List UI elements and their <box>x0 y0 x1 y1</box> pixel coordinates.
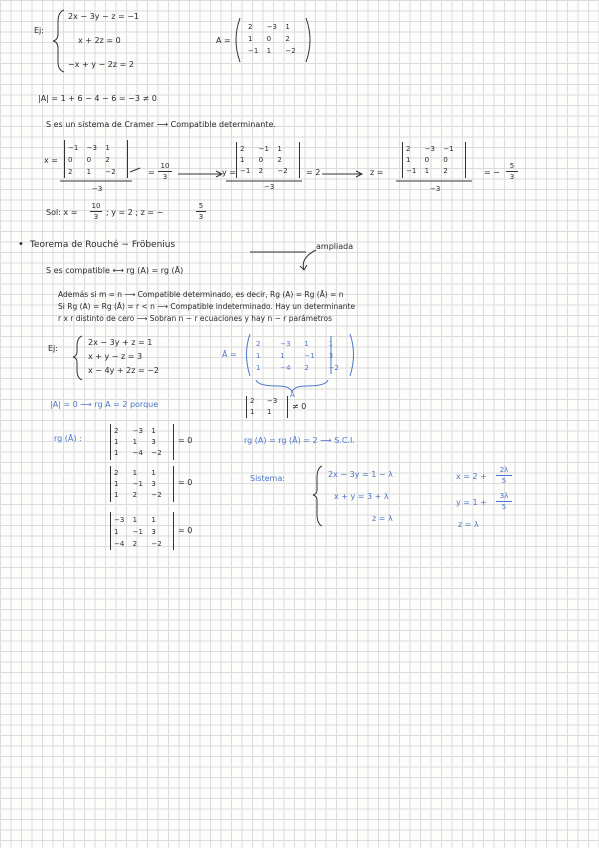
cell: 2 <box>406 145 411 153</box>
cell: 1 <box>248 35 253 43</box>
system-label: Sistema: <box>250 474 285 483</box>
cell: 1 <box>424 167 430 175</box>
cell: −4 <box>280 364 291 372</box>
cell: 2 <box>114 427 119 435</box>
cell: 1 <box>256 364 261 372</box>
cell: −2 <box>151 540 162 548</box>
theorem-line-2: Si Rg (A) = Rg (Ā) = r < n ⟶ Compatible indeterminado. Hay un determinante <box>58 302 356 311</box>
matrix-a-label: A = <box>216 36 231 45</box>
cell: −3 <box>266 23 277 31</box>
rank-conclusion: rg (A) = rg (Ā) = 2 ⟶ S.C.I. <box>244 436 355 445</box>
param-y: y = 1 + <box>456 498 487 507</box>
px-num: 2λ <box>499 466 509 474</box>
px-den: 5 <box>501 477 507 485</box>
cell: 2 <box>285 35 290 43</box>
y-result: = 2 <box>306 168 321 177</box>
system-equation-1: 2x − 3y = 1 − λ <box>328 470 393 479</box>
cell: −3 <box>424 145 435 153</box>
cell: −3 <box>280 340 291 348</box>
cell: −2 <box>328 364 339 372</box>
minor-result: ≠ 0 <box>292 402 307 411</box>
cell: 2 <box>256 340 261 348</box>
cell: 2 <box>132 491 138 499</box>
z-det-cells <box>406 144 462 177</box>
cell: −1 <box>443 145 454 153</box>
z-label: z = <box>370 168 384 177</box>
solution-rest: ; y = 2 ; z = − <box>106 208 164 217</box>
cell: 1 <box>267 408 272 416</box>
cell: 1 <box>114 449 119 457</box>
cell: 1 <box>256 352 261 360</box>
cell: 1 <box>240 156 245 164</box>
cell: 2 <box>68 168 73 176</box>
x-den: 3 <box>162 173 168 181</box>
x-equals: = <box>148 168 155 177</box>
example-2-label: Ej: <box>48 344 58 353</box>
cell: 0 <box>424 156 430 164</box>
cell: 2 <box>304 364 309 372</box>
augmented-matrix <box>256 338 348 374</box>
ex2-equation-1: 2x − 3y + z = 1 <box>88 338 153 347</box>
theorem-title: Teorema de Rouché − Fröbenius <box>30 240 176 250</box>
y-label: y = <box>222 168 236 177</box>
py-num: 3λ <box>499 492 509 500</box>
z-denominator: −3 <box>430 185 441 193</box>
cell: 1 <box>151 427 156 435</box>
rank-det-line: |A| = 0 ⟶ rg A = 2 porque <box>50 400 159 409</box>
cell: 1 <box>114 528 119 536</box>
theorem-line-3: r x r distinto de cero ⟶ Sobran n − r ecuaciones y hay n − r parámetros <box>58 314 333 323</box>
cell: −3 <box>86 144 97 152</box>
cell: −4 <box>114 540 125 548</box>
rank-det-1-cells <box>114 426 170 459</box>
cell: −1 <box>406 167 417 175</box>
cell: 3 <box>151 528 156 536</box>
equation-3: −x + y − 2z = 2 <box>68 60 134 69</box>
param-x: x = 2 + <box>456 472 487 481</box>
sol-x-num: 10 <box>91 202 101 210</box>
cell: −3 <box>267 397 278 405</box>
y-det-cells <box>240 144 296 177</box>
solution-prefix: Sol: x = <box>46 208 78 217</box>
cell: 2 <box>443 167 448 175</box>
cell: 1 <box>328 340 334 348</box>
cell: 1 <box>250 408 255 416</box>
x-det-cells <box>68 142 124 178</box>
cell: 3 <box>151 480 156 488</box>
cell: 2 <box>277 156 282 164</box>
cell: 1 <box>132 469 138 477</box>
cell: 1 <box>280 352 285 360</box>
rank-aug-label: rg (Ā) : <box>54 434 82 443</box>
cell: 2 <box>240 145 245 153</box>
ex2-equation-3: x − 4y + 2z = −2 <box>88 366 160 375</box>
cell: 2 <box>114 469 119 477</box>
param-y-frac <box>496 492 512 511</box>
cell: 1 <box>285 23 290 31</box>
x-num: 10 <box>160 162 170 170</box>
py-den: 5 <box>501 503 507 511</box>
cell: 1 <box>86 168 92 176</box>
equation-2: x + 2z = 0 <box>78 36 121 45</box>
cell: −2 <box>277 167 288 175</box>
theorem-statement: S es compatible ⟷ rg (A) = rg (Ā) <box>46 266 184 275</box>
cell: 1 <box>151 469 156 477</box>
minor-cells <box>250 396 284 418</box>
z-den: 3 <box>509 173 515 181</box>
cell: 1 <box>114 438 119 446</box>
cell: 3 <box>328 352 334 360</box>
cell: 1 <box>132 516 138 524</box>
cell: −1 <box>240 167 251 175</box>
cell: −1 <box>68 144 79 152</box>
sol-x-den: 3 <box>93 213 99 221</box>
cell: 1 <box>132 438 138 446</box>
theorem-line-1: Además si m = n ⟶ Compatible determinado, es decir, Rg (A) = Rg (Ā) = n <box>58 290 344 299</box>
sol-z-num: 5 <box>198 202 204 210</box>
z-value <box>506 162 518 181</box>
param-x-frac <box>496 466 512 485</box>
cell: 0 <box>266 35 272 43</box>
ampliada-note: ampliada <box>316 242 354 251</box>
y-denominator: −3 <box>264 183 275 191</box>
cell: 0 <box>68 156 73 164</box>
rank-det-1-result: = 0 <box>178 436 193 445</box>
cell: 0 <box>86 156 92 164</box>
cell: −1 <box>258 145 269 153</box>
sol-z-den: 3 <box>198 213 204 221</box>
cell: 1 <box>105 144 110 152</box>
cell: −2 <box>285 47 296 55</box>
augmented-matrix-label: Ā = <box>222 350 237 359</box>
cell: 1 <box>277 145 282 153</box>
cell: 0 <box>258 156 264 164</box>
x-denominator: −3 <box>92 185 103 193</box>
cell: −1 <box>248 47 259 55</box>
equation-1: 2x − 3y − z = −1 <box>68 12 140 21</box>
cell: 1 <box>406 156 411 164</box>
cell: −4 <box>132 449 143 457</box>
cell: 2 <box>105 156 110 164</box>
cell: 2 <box>248 23 253 31</box>
brace-label: A <box>290 391 295 399</box>
cell: 3 <box>151 438 156 446</box>
ex2-equation-2: x + y − z = 3 <box>88 352 143 361</box>
solution-z <box>196 202 206 221</box>
matrix-a <box>248 22 304 56</box>
cell: 1 <box>304 340 309 348</box>
cell: 1 <box>114 480 119 488</box>
cell: −1 <box>304 352 315 360</box>
determinant-line: |A| = 1 + 6 − 4 − 6 = −3 ≠ 0 <box>38 94 157 103</box>
x-label: x = <box>44 156 58 165</box>
rank-det-3-cells <box>114 514 170 550</box>
cell: −2 <box>151 491 162 499</box>
system-equation-2: x + y = 3 + λ <box>334 492 389 501</box>
rank-det-3-result: = 0 <box>178 526 193 535</box>
cell: 2 <box>258 167 264 175</box>
z-num: 5 <box>509 162 515 170</box>
example-label: Ej: <box>34 26 44 35</box>
bullet: • <box>18 239 24 250</box>
cell: −2 <box>151 449 162 457</box>
cell: −1 <box>132 528 143 536</box>
param-z: z = λ <box>458 520 479 529</box>
cell: 1 <box>151 516 156 524</box>
system-equation-3: z = λ <box>372 514 393 523</box>
cell: 2 <box>132 540 138 548</box>
solution-x <box>90 202 102 221</box>
z-equals: = − <box>484 168 500 177</box>
cell: 1 <box>114 491 119 499</box>
cell: −3 <box>132 427 143 435</box>
rank-det-2-cells <box>114 468 170 501</box>
cell: −3 <box>114 516 125 524</box>
cramer-statement: S es un sistema de Cramer ⟶ Compatible determinante. <box>46 120 276 129</box>
rank-det-2-result: = 0 <box>178 478 193 487</box>
cell: 2 <box>250 397 255 405</box>
cell: 0 <box>443 156 448 164</box>
cell: −2 <box>105 168 116 176</box>
cell: 1 <box>266 47 272 55</box>
cell: −1 <box>132 480 143 488</box>
x-value <box>158 162 172 181</box>
